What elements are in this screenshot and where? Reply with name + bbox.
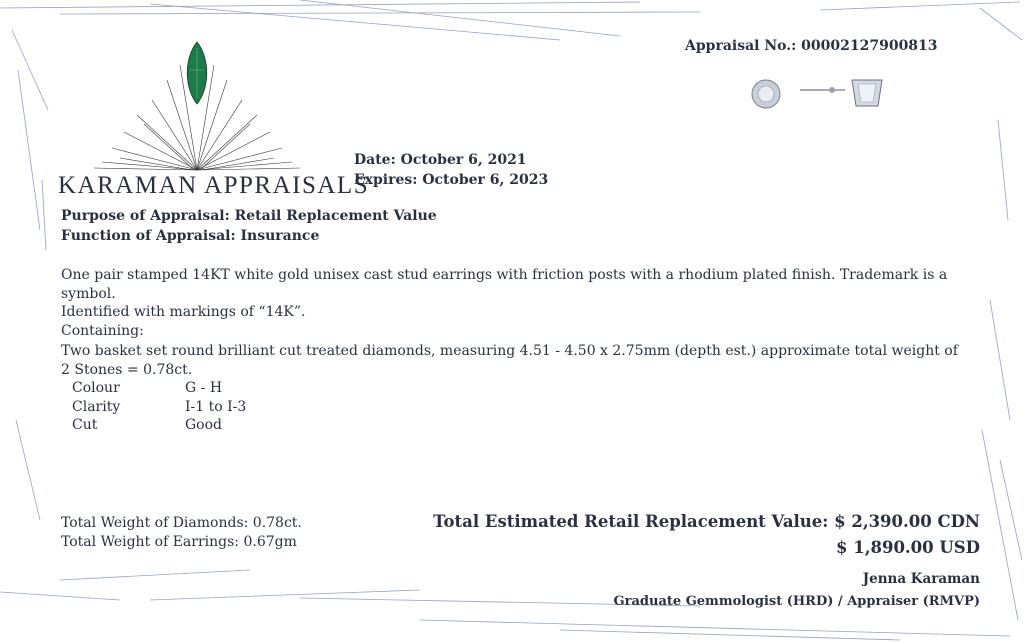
- logo-emblem: [82, 40, 312, 175]
- appraisal-number: Appraisal No.: 00002127900813: [685, 38, 938, 54]
- earring-weight: Total Weight of Earrings: 0.67gm: [61, 534, 297, 550]
- expiry-date: Expires: October 6, 2023: [354, 172, 549, 188]
- description-line: Containing:: [61, 322, 144, 339]
- value-usd: $ 1,890.00 USD: [836, 538, 980, 557]
- stones-description: [61, 342, 991, 379]
- grade-value-cut: Good: [185, 417, 223, 433]
- function-line: Function of Appraisal: Insurance: [61, 228, 320, 244]
- issue-date: Date: October 6, 2021: [354, 152, 527, 168]
- brand-name: KARAMAN APPRAISALS: [58, 172, 370, 199]
- grade-label-cut: Cut: [72, 417, 98, 433]
- value-cdn: Total Estimated Retail Replacement Value: $ 2,390.00 CDN: [433, 512, 980, 531]
- item-description: [61, 266, 991, 340]
- grade-value-clarity: I-1 to I-3: [185, 399, 247, 415]
- diamond-weight: Total Weight of Diamonds: 0.78ct.: [61, 515, 302, 531]
- earring-photo: [740, 66, 900, 126]
- description-line: One pair stamped 14KT white gold unisex cast stud earrings with friction posts with a rhodium plated finish. Trademark is a symbol.: [61, 267, 948, 302]
- date-block: [354, 150, 548, 190]
- signer-name: Jenna Karaman: [862, 571, 980, 587]
- grade-label-clarity: Clarity: [72, 399, 121, 415]
- grade-label-colour: Colour: [72, 380, 120, 396]
- grade-value-colour: G - H: [185, 380, 223, 396]
- stones-line: 2 Stones = 0.78ct.: [61, 361, 193, 378]
- stones-line: Two basket set round brilliant cut treated diamonds, measuring 4.51 - 4.50 x 2.75mm (depth est.) approximate total weight of: [61, 343, 958, 359]
- weight-totals: [61, 514, 302, 552]
- purpose-block: [61, 206, 437, 246]
- signer-title: Graduate Gemmologist (HRD) / Appraiser (RMVP): [613, 594, 980, 609]
- purpose-line: Purpose of Appraisal: Retail Replacement Value: [61, 208, 437, 224]
- description-line: Identified with markings of “14K”.: [61, 304, 306, 320]
